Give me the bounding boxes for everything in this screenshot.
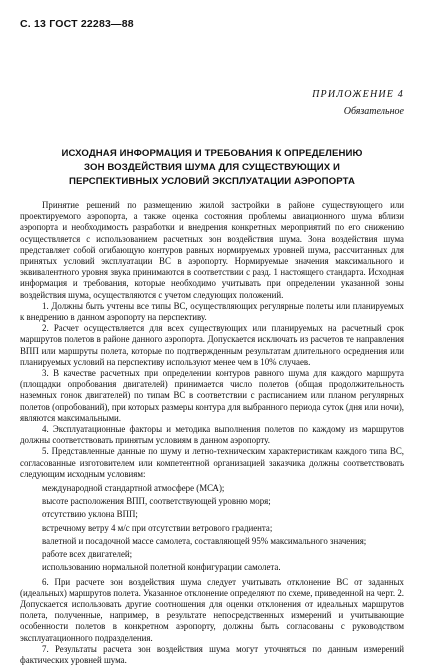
appendix-label: ПРИЛОЖЕНИЕ 4 <box>312 89 404 100</box>
condition-item: высоте расположения ВПП, соответствующей уровню моря; <box>42 496 271 507</box>
paragraph-3: 3. В качестве расчетных при определении контуров равного шума для каждого маршрута (площадки опробования двигателей) принимается число полетов (общая продолжительность наземных гонок двигателей) по типам ВС в соответствии с расписанием или планом регулярных полетов (опробований), при которых размеры контура для выбранного периода суток (дня или ночи), являются максимальными. <box>20 368 404 423</box>
document-title <box>30 147 394 189</box>
paragraph-5: 5. Представленные данные по шуму и летно-техническим характеристикам каждого типа ВС, согласованные изготовителем или компетентной организацией заказчика должны соответствовать следующим исходным условиям: <box>20 446 404 479</box>
condition-item: использованию нормальной полетной конфигурации самолета. <box>42 562 281 573</box>
appendix-block <box>312 86 404 120</box>
paragraph-7: 7. Результаты расчета зон воздействия шума могут уточняться по данным измерений фактических уровней шума. <box>20 643 404 665</box>
condition-item: валетной и посадочной массе самолета, составляющей 95% максимального значения; <box>42 535 367 546</box>
condition-item: международной стандартной атмосфере (МСА); <box>42 483 225 494</box>
paragraph-2: 2. Расчет осуществляется для всех существующих или планируемых на расчетный срок маршрутов полетов в районе данного аэропорта. Допускается исключать из расчетов те направления ВПП или маршруты полета, которые по подтвержденным результатам длительного осреднения или планируемых условий на перспективу используют менее чем в 10% случаев. <box>20 323 404 367</box>
page-header: С. 13 ГОСТ 22283—88 <box>20 18 134 30</box>
appendix-status: Обязательное <box>343 106 404 117</box>
paragraph-4: 4. Эксплуатационные факторы и методика выполнения полетов по каждому из маршрутов должны соответствовать принятым условиям в данном аэропорту. <box>20 424 404 446</box>
title-line-3: ПЕРСПЕКТИВНЫХ УСЛОВИЙ ЭКСПЛУАТАЦИИ АЭРОПОРТА <box>69 176 355 187</box>
title-line-2: ЗОН ВОЗДЕЙСТВИЯ ШУМА ДЛЯ СУЩЕСТВУЮЩИХ И <box>84 162 340 173</box>
paragraph-6: 6. При расчете зон воздействия шума следует учитывать отклонение ВС от заданных (идеальных) маршрутов полета. Указанное отклонение определяют по схеме, приведенной на черт. 2. Допускается использовать другие соотношения для оценки отклонения от идеальных маршрутов полета, полученные, например, в результате непосредственных измерений и учитывающие особенности полетов в конкретном аэропорту, должны быть согласованы с руководством эксплуатационного подразделения. <box>20 576 404 643</box>
title-line-1: ИСХОДНАЯ ИНФОРМАЦИЯ И ТРЕБОВАНИЯ К ОПРЕДЕЛЕНИЮ <box>61 148 363 159</box>
condition-item: встречному ветру 4 м/с при отсутствии ветрового градиента; <box>42 522 273 533</box>
paragraph-1: 1. Должны быть учтены все типы ВС, осуществляющих регулярные полеты или планируемых к внедрению в данном аэропорту на перспективу. <box>20 300 404 323</box>
intro-paragraph: Принятие решений по размещению жилой застройки в районе существующего или проектируемого аэропорта, а также оценка состояния проблемы авиационного шума вблизи аэропорта и необходимость разработки и внедрения конкретных мероприятий по его снижению осуществляется с использованием расчетных зон воздействия шума. Зона воздействия шума представляет собой огибающую контуров равных нормируемых уровней шума, рассчитанных для принятых условий эксплуатации ВС в аэропорту. Нормируемые значения максимального и эквивалентного уровня звука принимаются в соответствии с разд. 1 настоящего стандарта. Исходная информация и требования, которые необходимо учитывать при определении указанной зоны воздействия шума, осуществляются с учетом следующих положений. <box>20 200 404 300</box>
document-body <box>20 200 404 666</box>
condition-item: отсутствию уклона ВПП; <box>42 509 138 520</box>
condition-item: работе всех двигателей; <box>42 549 133 560</box>
